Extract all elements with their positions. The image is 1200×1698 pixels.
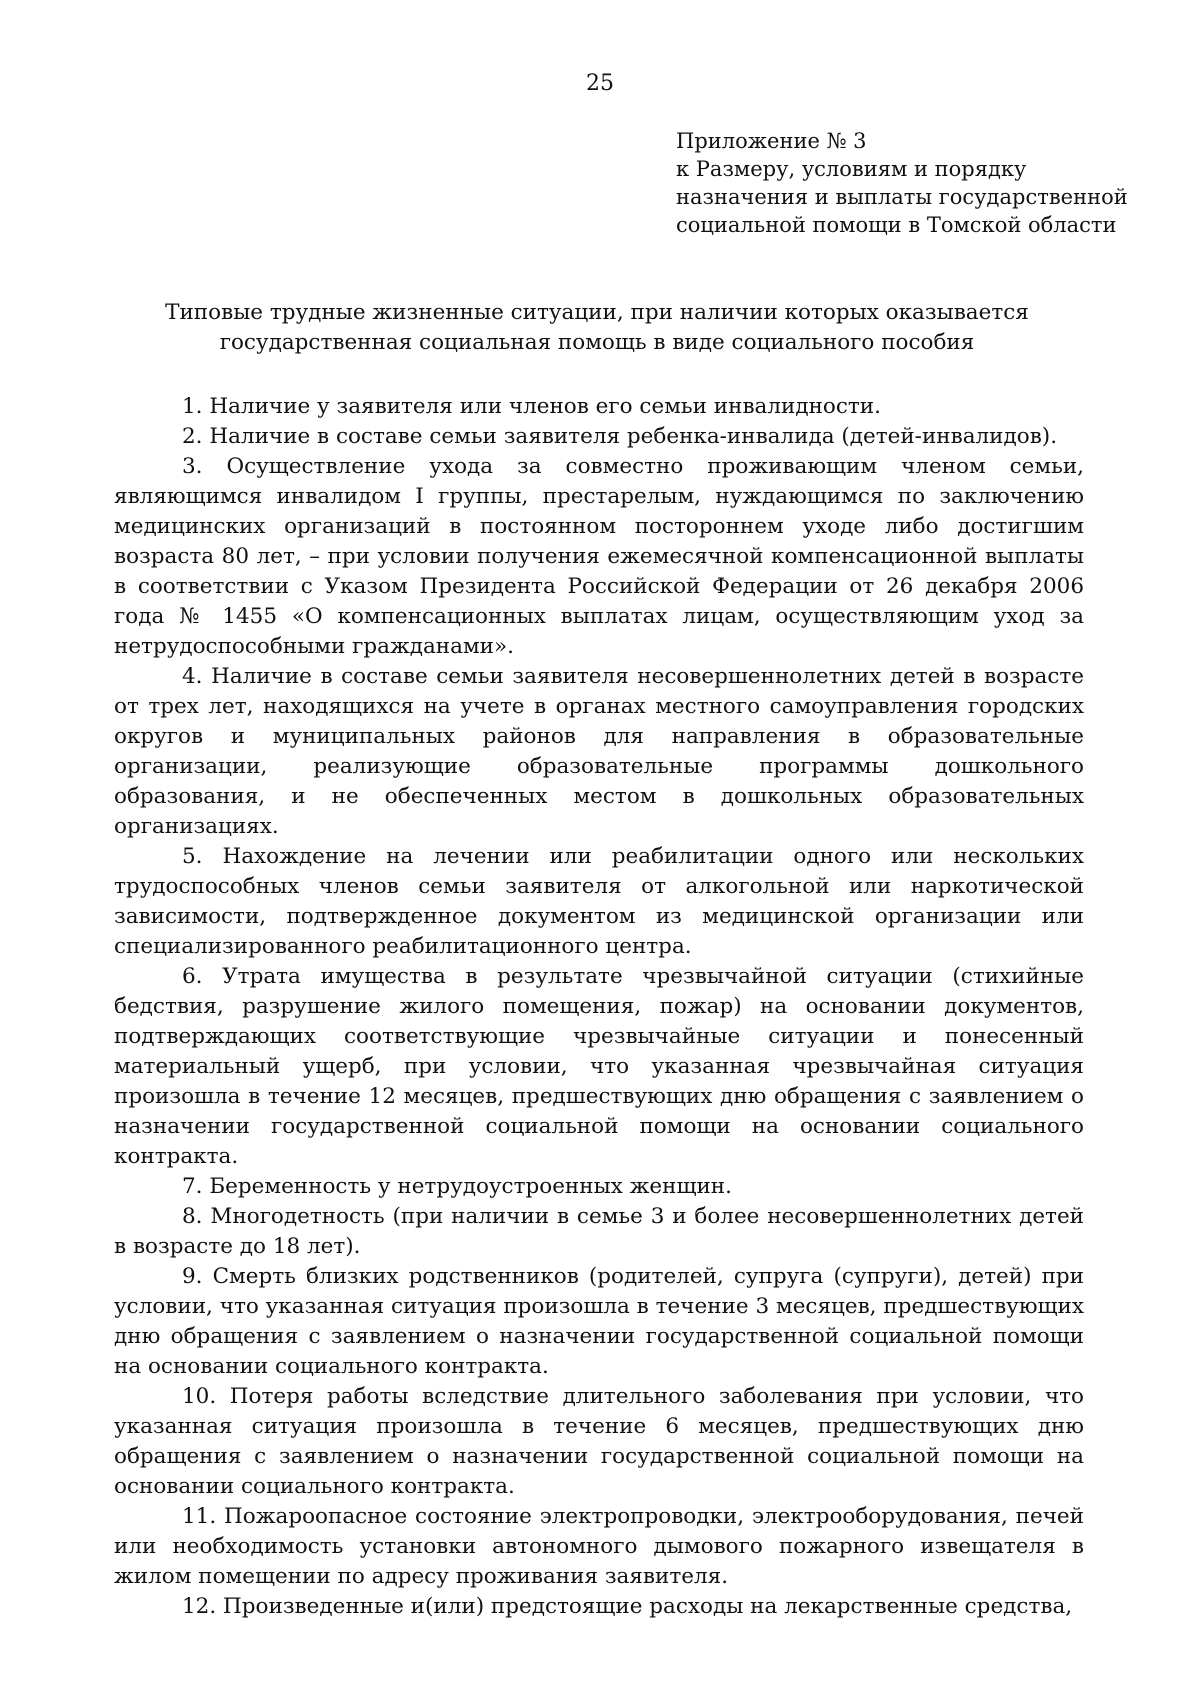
list-item: 10. Потеря работы вследствие длительного заболевания при условии, что указанная ситуация произошла в течение 6 месяцев, предшествующих дню обращения с заявлением о назначении государственной социальной помощи на основании социального контракта. (114, 1384, 1084, 1499)
document-body (114, 392, 1084, 1622)
list-item: 3. Осуществление ухода за совместно проживающим членом семьи, являющимся инвалидом I группы, престарелым, нуждающимся по заключению медицинских организаций в постоянном постороннем уходе либо достигшим возраста 80 лет, – при условии получения ежемесячной компенсационной выплаты в соответствии с Указом Президента Российской Федерации от 26 декабря 2006 года № 1455 «О компенсационных выплатах лицам, осуществляющим уход за нетрудоспособными гражданами». (114, 454, 1084, 659)
list-item: 8. Многодетность (при наличии в семье 3 и более несовершеннолетних детей в возрасте до 18 лет). (114, 1204, 1084, 1259)
title-line: государственная социальная помощь в виде социального пособия (219, 330, 975, 355)
list-item: 5. Нахождение на лечении или реабилитации одного или нескольких трудоспособных членов семьи заявителя от алкогольной или наркотической зависимости, подтвержденное документом из медицинской организации или специализированного реабилитационного центра. (114, 844, 1084, 959)
appendix-line: назначения и выплаты государственной (676, 185, 1128, 209)
page-number: 25 (586, 71, 614, 96)
appendix-line: социальной помощи в Томской области (676, 213, 1117, 237)
appendix-line: к Размеру, условиям и порядку (676, 157, 1027, 181)
document-title (112, 298, 1082, 358)
list-item: 9. Смерть близких родственников (родителей, супруга (супруги), детей) при условии, что указанная ситуация произошла в течение 3 месяцев, предшествующих дню обращения с заявлением о назначении государственной социальной помощи на основании социального контракта. (114, 1264, 1084, 1379)
list-item: 1. Наличие у заявителя или членов его семьи инвалидности. (182, 394, 881, 419)
list-item: 7. Беременность у нетрудоустроенных женщин. (182, 1174, 732, 1199)
list-item: 4. Наличие в составе семьи заявителя несовершеннолетних детей в возрасте от трех лет, находящихся на учете в органах местного самоуправления городских округов и муниципальных районов для направления в образовательные организации, реализующие образовательные программы дошкольного образования, и не обеспеченных местом в дошкольных образовательных организациях. (114, 664, 1084, 839)
list-item: 12. Произведенные и(или) предстоящие расходы на лекарственные средства, (182, 1594, 1073, 1619)
list-item: 6. Утрата имущества в результате чрезвычайной ситуации (стихийные бедствия, разрушение жилого помещения, пожар) на основании документов, подтверждающих соответствующие чрезвычайные ситуации и понесенный материальный ущерб, при условии, что указанная чрезвычайная ситуация произошла в течение 12 месяцев, предшествующих дню обращения с заявлением о назначении государственной социальной помощи на основании социального контракта. (114, 964, 1084, 1169)
title-line: Типовые трудные жизненные ситуации, при наличии которых оказывается (165, 300, 1029, 325)
appendix-line: Приложение № 3 (676, 129, 867, 153)
list-item: 11. Пожароопасное состояние электропроводки, электрооборудования, печей или необходимость установки автономного дымового пожарного извещателя в жилом помещении по адресу проживания заявителя. (114, 1504, 1084, 1589)
appendix-header (676, 127, 1136, 239)
list-item: 2. Наличие в составе семьи заявителя ребенка-инвалида (детей-инвалидов). (182, 424, 1058, 449)
